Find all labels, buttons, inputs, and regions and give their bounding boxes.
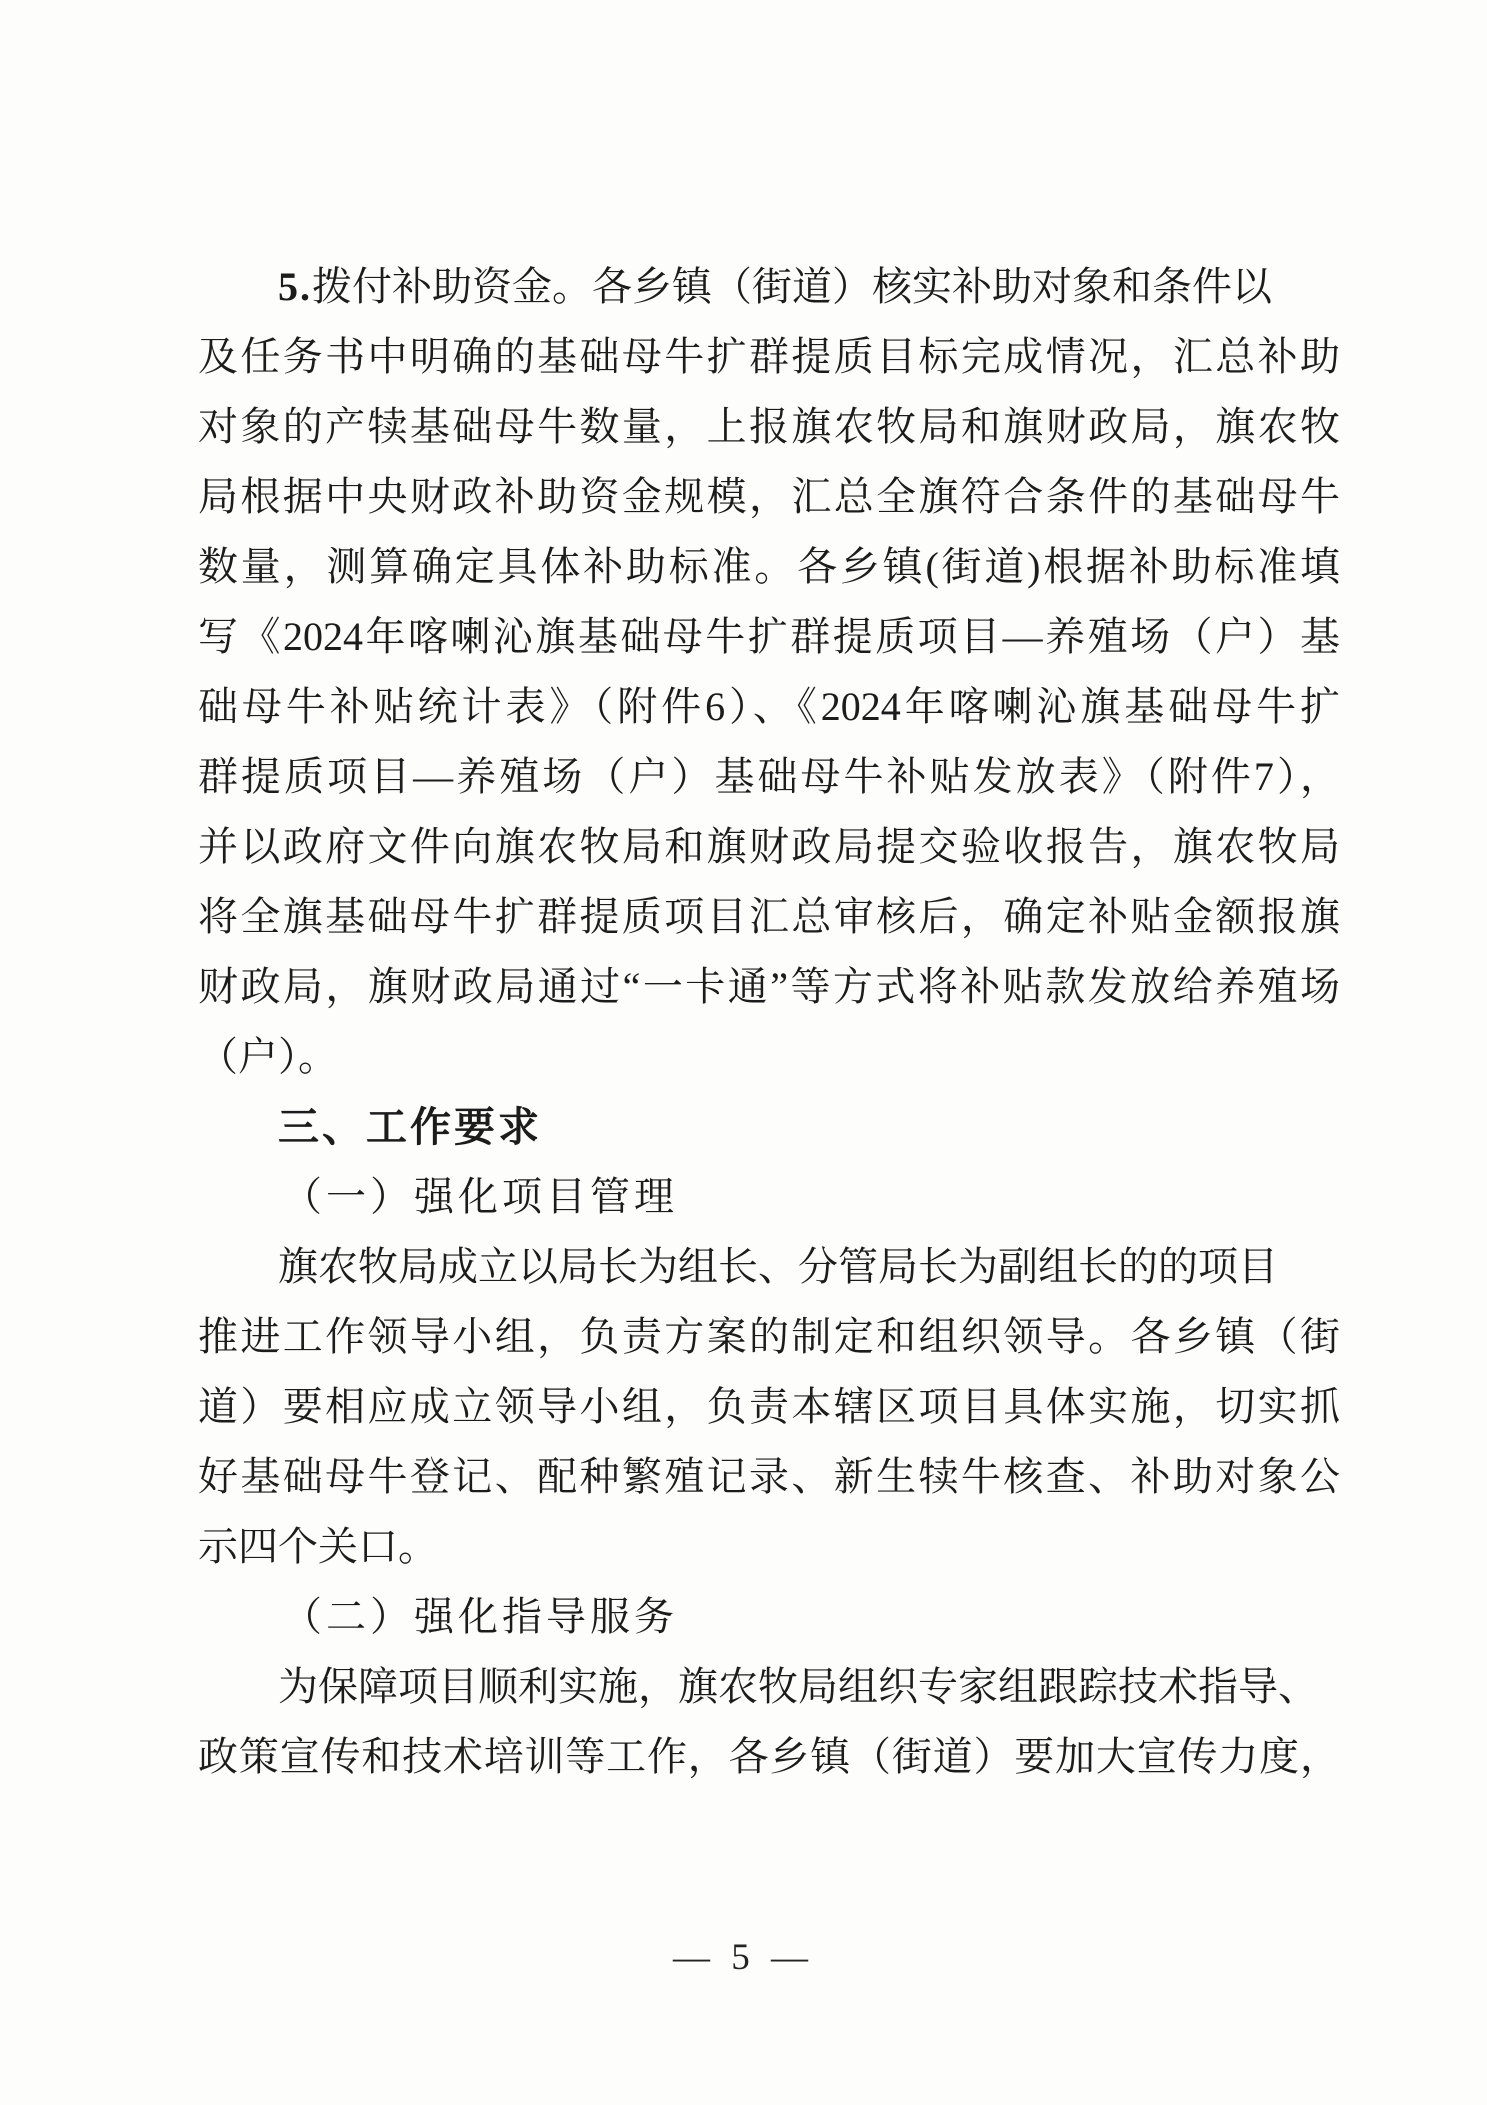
para-management-line: 道）要相应成立领导小组，负责本辖区项目具体实施，切实抓: [198, 1384, 1340, 1429]
para-management-last-line: 示四个关口。: [198, 1524, 438, 1569]
para5-line: 写《2024年喀喇沁旗基础母牛扩群提质项目—养殖场（户）基: [198, 614, 1340, 659]
page-number: — 5 —: [673, 1937, 814, 1978]
body-text: [198, 252, 1340, 1792]
para-guidance-first-line: 为保障项目顺利实施，旗农牧局组织专家组跟踪技术指导、: [278, 1664, 1318, 1709]
para5-line: 局根据中央财政补助资金规模，汇总全旗符合条件的基础母牛: [198, 474, 1340, 519]
item-number: 5.: [278, 264, 312, 309]
para5-line: 并以政府文件向旗农牧局和旗财政局提交验收报告，旗农牧局: [198, 824, 1340, 869]
para5-line: 群提质项目—养殖场（户）基础母牛补贴发放表》（附件7），: [198, 754, 1340, 799]
paragraph-disburse-subsidy-funds: [198, 252, 1340, 1092]
para-management-line: 好基础母牛登记、配种繁殖记录、新生犊牛核查、补助对象公: [198, 1454, 1340, 1499]
para5-first-line-text: 各乡镇（街道）核实补助对象和条件以: [592, 264, 1272, 309]
item-lead-title: 拨付补助资金。: [312, 264, 592, 309]
para-management-first-line: 旗农牧局成立以局长为组长、分管局长为副组长的的项目: [278, 1244, 1278, 1289]
paragraph-guidance-service: [198, 1652, 1340, 1792]
para-management-line: 推进工作领导小组，负责方案的制定和组织领导。各乡镇（街: [198, 1314, 1340, 1359]
para5-last-line: （户）。: [198, 1034, 338, 1079]
section-heading-work-requirements: 三、工作要求: [278, 1104, 542, 1150]
para5-first-line: [198, 252, 1340, 322]
para5-line: 财政局，旗财政局通过“一卡通”等方式将补贴款发放给养殖场: [198, 964, 1340, 1009]
para5-line: 及任务书中明确的基础母牛扩群提质目标完成情况，汇总补助: [198, 334, 1340, 379]
subsection-heading-strengthen-guidance-service: （二）强化指导服务: [282, 1594, 678, 1639]
para-guidance-line: 政策宣传和技术培训等工作，各乡镇（街道）要加大宣传力度，: [198, 1734, 1340, 1779]
paragraph-project-management: [198, 1232, 1340, 1582]
para5-line: 对象的产犊基础母牛数量，上报旗农牧局和旗财政局，旗农牧: [198, 404, 1340, 449]
para5-line: 数量，测算确定具体补助标准。各乡镇(街道)根据补助标准填: [198, 544, 1340, 589]
para5-line: 础母牛补贴统计表》（附件6）、《2024年喀喇沁旗基础母牛扩: [198, 684, 1340, 729]
para5-line: 将全旗基础母牛扩群提质项目汇总审核后，确定补贴金额报旗: [198, 894, 1340, 939]
subsection-heading-strengthen-project-management: （一）强化项目管理: [282, 1174, 678, 1219]
